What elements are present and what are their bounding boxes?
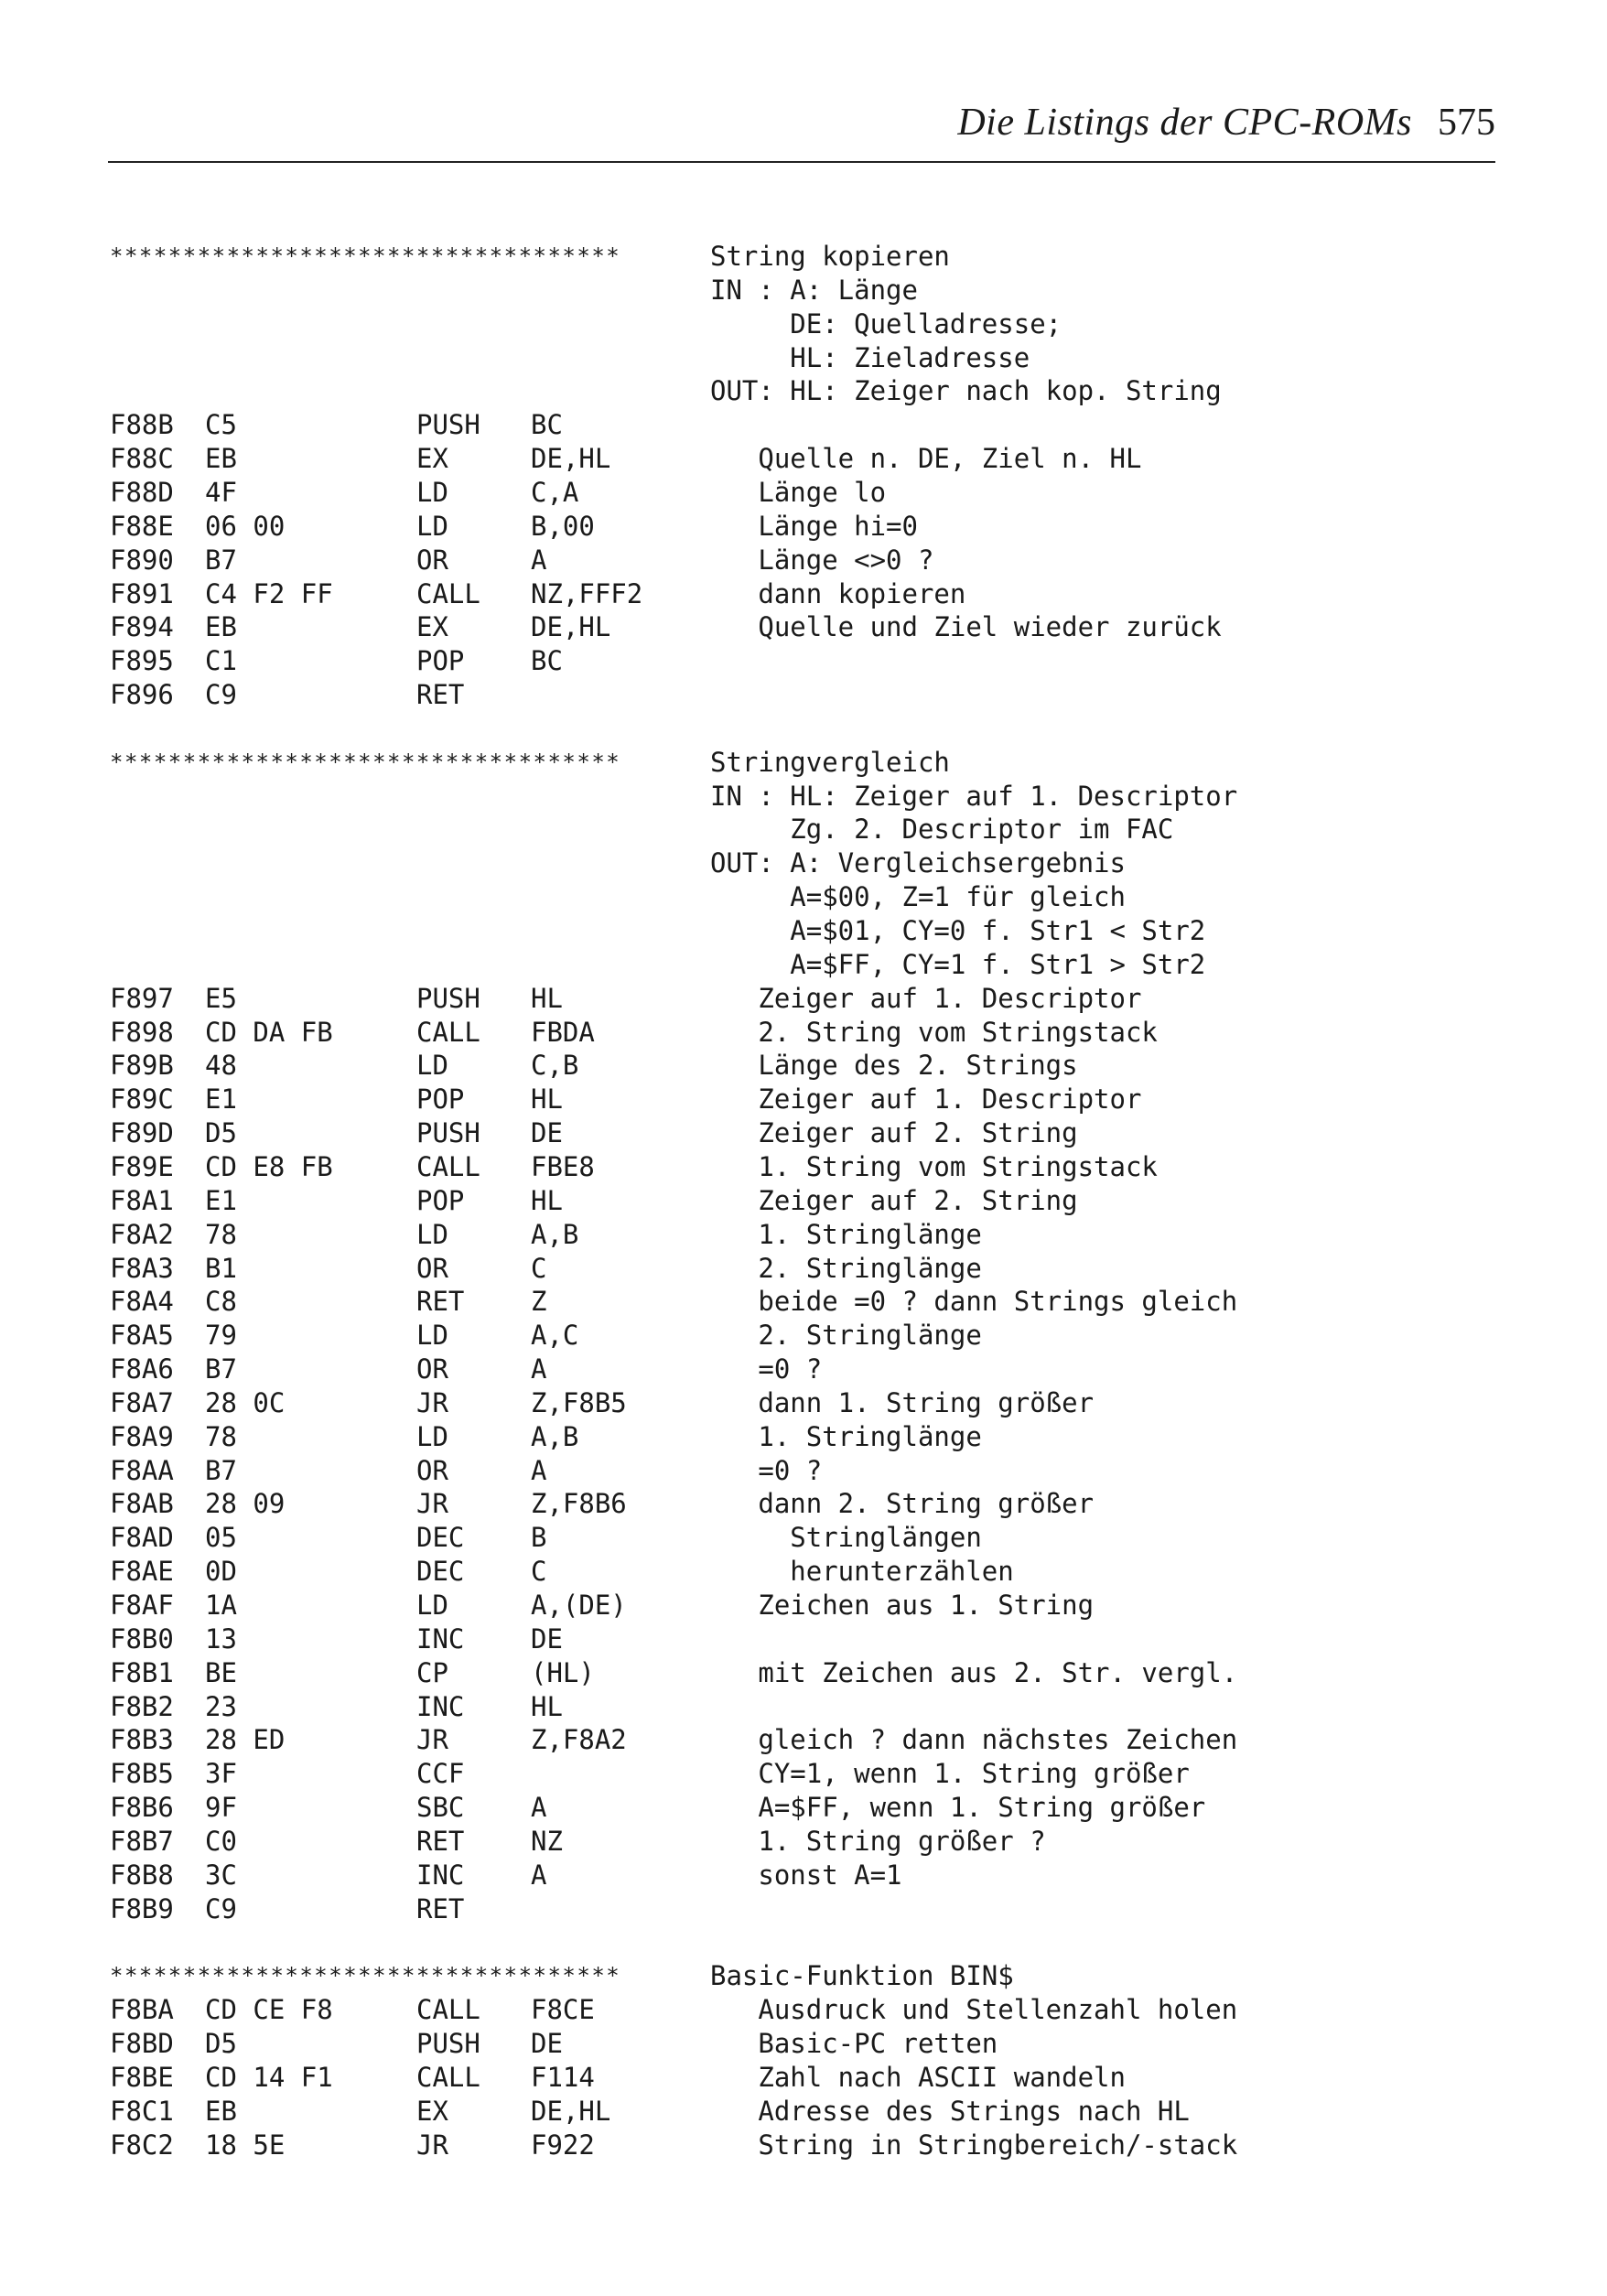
opcode-bytes: BE xyxy=(205,1656,237,1688)
mnemonic: JR xyxy=(416,1724,448,1756)
comment: Zeiger auf 1. Descriptor xyxy=(710,982,1142,1014)
opcode-bytes: 13 xyxy=(205,1622,237,1655)
address: F8B7 xyxy=(110,1825,174,1857)
code-line xyxy=(0,1859,1607,1892)
operand: B,00 xyxy=(531,510,595,542)
mnemonic: OR xyxy=(416,544,448,576)
comment: dann kopieren xyxy=(710,577,966,609)
address: F8B1 xyxy=(110,1656,174,1688)
mnemonic: LD xyxy=(416,1590,448,1621)
operand: A xyxy=(531,1792,547,1824)
opcode-bytes: 9F xyxy=(205,1792,237,1824)
mnemonic: PUSH xyxy=(416,409,480,441)
description-line xyxy=(0,813,1607,846)
code-line xyxy=(0,2061,1607,2095)
opcode-bytes: 1A xyxy=(205,1590,237,1621)
code-line xyxy=(0,1218,1607,1252)
code-line xyxy=(0,1993,1607,2027)
opcode-bytes: B1 xyxy=(205,1252,237,1284)
comment: Zeiger auf 2. String xyxy=(710,1184,1078,1216)
mnemonic: INC xyxy=(416,1622,465,1655)
code-line xyxy=(0,982,1607,1016)
address: F89B xyxy=(110,1050,174,1082)
blank-line xyxy=(0,1926,1607,1960)
code-line xyxy=(0,2129,1607,2162)
separator-asterisks: *********************************** xyxy=(110,1963,621,1989)
mnemonic: DEC xyxy=(416,1556,465,1588)
opcode-bytes: 0D xyxy=(205,1556,237,1588)
opcode-bytes: E5 xyxy=(205,982,237,1014)
mnemonic: CP xyxy=(416,1656,448,1688)
opcode-bytes: C9 xyxy=(205,679,237,711)
address: F8A4 xyxy=(110,1286,174,1318)
comment: Adresse des Strings nach HL xyxy=(710,2095,1190,2127)
mnemonic: JR xyxy=(416,2129,448,2161)
operand: A,B xyxy=(531,1420,579,1452)
mnemonic: LD xyxy=(416,1320,448,1352)
operand: NZ,FFF2 xyxy=(531,577,643,609)
page-header xyxy=(108,101,1495,163)
address: F890 xyxy=(110,544,174,576)
mnemonic: DEC xyxy=(416,1522,465,1554)
operand: DE,HL xyxy=(531,443,611,475)
comment: String in Stringbereich/-stack xyxy=(710,2129,1238,2161)
mnemonic: LD xyxy=(416,1050,448,1082)
mnemonic: PUSH xyxy=(416,1117,480,1149)
code-line xyxy=(0,1690,1607,1724)
code-line xyxy=(0,1353,1607,1386)
opcode-bytes: 06 00 xyxy=(205,510,286,542)
section-title: Basic-Funktion BIN$ xyxy=(710,1960,1014,1992)
operand: Z,F8B5 xyxy=(531,1386,627,1418)
address: F8AE xyxy=(110,1556,174,1588)
mnemonic: RET xyxy=(416,679,465,711)
operand: C,A xyxy=(531,476,579,508)
page-title: Die Listings der CPC-ROMs xyxy=(957,102,1412,144)
opcode-bytes: 28 0C xyxy=(205,1386,286,1418)
code-line xyxy=(0,1791,1607,1825)
mnemonic: OR xyxy=(416,1454,448,1486)
operand: A xyxy=(531,1454,547,1486)
comment: 2. String vom Stringstack xyxy=(710,1016,1158,1048)
mnemonic: RET xyxy=(416,1286,465,1318)
mnemonic: LD xyxy=(416,476,448,508)
mnemonic: EX xyxy=(416,443,448,475)
mnemonic: INC xyxy=(416,1690,465,1722)
mnemonic: OR xyxy=(416,1252,448,1284)
code-line xyxy=(0,610,1607,644)
opcode-bytes: 28 ED xyxy=(205,1724,286,1756)
operand: C,B xyxy=(531,1050,579,1082)
mnemonic: LD xyxy=(416,1420,448,1452)
opcode-bytes: CD E8 FB xyxy=(205,1150,333,1182)
code-line xyxy=(0,678,1607,712)
comment: Länge hi=0 xyxy=(710,510,918,542)
operand: A,C xyxy=(531,1320,579,1352)
opcode-bytes: D5 xyxy=(205,2028,237,2060)
code-line xyxy=(0,1083,1607,1116)
opcode-bytes: CD 14 F1 xyxy=(205,2061,333,2093)
comment: Quelle n. DE, Ziel n. HL xyxy=(710,443,1142,475)
operand: A xyxy=(531,1859,547,1891)
opcode-bytes: EB xyxy=(205,2095,237,2127)
operand: Z,F8B6 xyxy=(531,1488,627,1520)
address: F8AD xyxy=(110,1522,174,1554)
opcode-bytes: C8 xyxy=(205,1286,237,1318)
operand: C xyxy=(531,1252,547,1284)
address: F8AF xyxy=(110,1590,174,1621)
description-line xyxy=(0,374,1607,408)
opcode-bytes: CD CE F8 xyxy=(205,1994,333,2026)
address: F8A5 xyxy=(110,1320,174,1352)
address: F89E xyxy=(110,1150,174,1182)
address: F8B9 xyxy=(110,1892,174,1924)
code-line xyxy=(0,1892,1607,1926)
comment: herunterzählen xyxy=(710,1556,1014,1588)
operand: A xyxy=(531,544,547,576)
code-line xyxy=(0,1454,1607,1488)
mnemonic: LD xyxy=(416,510,448,542)
section-description: A=$01, CY=0 f. Str1 < Str2 xyxy=(710,915,1206,946)
address: F8A3 xyxy=(110,1252,174,1284)
comment: A=$FF, wenn 1. String größer xyxy=(710,1792,1206,1824)
operand: DE xyxy=(531,2028,563,2060)
opcode-bytes: 4F xyxy=(205,476,237,508)
comment: Basic-PC retten xyxy=(710,2028,998,2060)
comment: Länge lo xyxy=(710,476,887,508)
section-header-line xyxy=(0,746,1607,780)
description-line xyxy=(0,846,1607,880)
comment: Länge <>0 ? xyxy=(710,544,934,576)
opcode-bytes: CD DA FB xyxy=(205,1016,333,1048)
address: F88B xyxy=(110,409,174,441)
opcode-bytes: 23 xyxy=(205,1690,237,1722)
code-line xyxy=(0,1150,1607,1184)
address: F8C2 xyxy=(110,2129,174,2161)
mnemonic: INC xyxy=(416,1859,465,1891)
code-line xyxy=(0,2027,1607,2061)
comment: =0 ? xyxy=(710,1454,823,1486)
mnemonic: POP xyxy=(416,1083,465,1116)
comment: 1. String vom Stringstack xyxy=(710,1150,1158,1182)
address: F8B0 xyxy=(110,1622,174,1655)
operand: DE xyxy=(531,1622,563,1655)
comment: Stringlängen xyxy=(710,1522,982,1554)
comment: 1. String größer ? xyxy=(710,1825,1046,1857)
address: F895 xyxy=(110,645,174,677)
mnemonic: CALL xyxy=(416,2061,480,2093)
mnemonic: EX xyxy=(416,2095,448,2127)
address: F898 xyxy=(110,1016,174,1048)
code-line xyxy=(0,1656,1607,1690)
code-line xyxy=(0,1016,1607,1050)
operand: F114 xyxy=(531,2061,595,2093)
address: F8BD xyxy=(110,2028,174,2060)
address: F8A6 xyxy=(110,1353,174,1385)
description-line xyxy=(0,780,1607,814)
code-line xyxy=(0,1555,1607,1589)
section-description: IN : A: Länge xyxy=(710,274,918,306)
opcode-bytes: C5 xyxy=(205,409,237,441)
opcode-bytes: EB xyxy=(205,611,237,643)
comment: beide =0 ? dann Strings gleich xyxy=(710,1286,1238,1318)
code-line xyxy=(0,1487,1607,1521)
code-line xyxy=(0,1285,1607,1319)
comment: CY=1, wenn 1. String größer xyxy=(710,1758,1190,1790)
code-line xyxy=(0,1757,1607,1791)
comment: Zahl nach ASCII wandeln xyxy=(710,2061,1126,2093)
mnemonic: RET xyxy=(416,1892,465,1924)
opcode-bytes: E1 xyxy=(205,1184,237,1216)
comment: Quelle und Ziel wieder zurück xyxy=(710,611,1222,643)
operand: Z,F8A2 xyxy=(531,1724,627,1756)
operand: HL xyxy=(531,1690,563,1722)
code-line xyxy=(0,1521,1607,1555)
opcode-bytes: 05 xyxy=(205,1522,237,1554)
code-line xyxy=(0,1723,1607,1757)
comment: 1. Stringlänge xyxy=(710,1218,982,1250)
separator-asterisks: *********************************** xyxy=(110,749,621,775)
address: F891 xyxy=(110,577,174,609)
mnemonic: OR xyxy=(416,1353,448,1385)
operand: A xyxy=(531,1353,547,1385)
section-description: Zg. 2. Descriptor im FAC xyxy=(710,814,1174,846)
address: F8AA xyxy=(110,1454,174,1486)
address: F8B5 xyxy=(110,1758,174,1790)
description-line xyxy=(0,307,1607,341)
operand: B xyxy=(531,1522,547,1554)
section-description: OUT: HL: Zeiger nach kop. String xyxy=(710,375,1222,407)
address: F8BE xyxy=(110,2061,174,2093)
section-description: IN : HL: Zeiger auf 1. Descriptor xyxy=(710,780,1238,812)
address: F894 xyxy=(110,611,174,643)
code-line xyxy=(0,1252,1607,1286)
code-line xyxy=(0,442,1607,476)
comment: Ausdruck und Stellenzahl holen xyxy=(710,1994,1238,2026)
description-line xyxy=(0,948,1607,982)
opcode-bytes: 3F xyxy=(205,1758,237,1790)
mnemonic: SBC xyxy=(416,1792,465,1824)
operand: HL xyxy=(531,982,563,1014)
code-line xyxy=(0,1386,1607,1420)
separator-asterisks: *********************************** xyxy=(110,243,621,269)
opcode-bytes: B7 xyxy=(205,1353,237,1385)
address: F88D xyxy=(110,476,174,508)
mnemonic: CALL xyxy=(416,1150,480,1182)
opcode-bytes: B7 xyxy=(205,1454,237,1486)
address: F8C1 xyxy=(110,2095,174,2127)
opcode-bytes: E1 xyxy=(205,1083,237,1116)
comment: mit Zeichen aus 2. Str. vergl. xyxy=(710,1656,1238,1688)
opcode-bytes: 48 xyxy=(205,1050,237,1082)
address: F89D xyxy=(110,1117,174,1149)
operand: DE,HL xyxy=(531,2095,611,2127)
code-line xyxy=(0,1184,1607,1218)
opcode-bytes: C4 F2 FF xyxy=(205,577,333,609)
operand: A,(DE) xyxy=(531,1590,627,1621)
code-line xyxy=(0,577,1607,611)
operand: F8CE xyxy=(531,1994,595,2026)
code-line xyxy=(0,1420,1607,1454)
comment: 2. Stringlänge xyxy=(710,1320,982,1352)
code-line xyxy=(0,644,1607,678)
address: F8B2 xyxy=(110,1690,174,1722)
comment: Zeichen aus 1. String xyxy=(710,1590,1095,1621)
address: F8AB xyxy=(110,1488,174,1520)
section-header-line xyxy=(0,240,1607,274)
comment: dann 1. String größer xyxy=(710,1386,1095,1418)
operand: FBDA xyxy=(531,1016,595,1048)
operand: Z xyxy=(531,1286,547,1318)
section-description: OUT: A: Vergleichsergebnis xyxy=(710,847,1126,879)
comment: Zeiger auf 1. Descriptor xyxy=(710,1083,1142,1116)
blank-line xyxy=(0,712,1607,746)
mnemonic: RET xyxy=(416,1825,465,1857)
mnemonic: LD xyxy=(416,1218,448,1250)
page-number: 575 xyxy=(1438,102,1495,144)
mnemonic: PUSH xyxy=(416,2028,480,2060)
code-line xyxy=(0,1319,1607,1353)
opcode-bytes: B7 xyxy=(205,544,237,576)
address: F8B3 xyxy=(110,1724,174,1756)
operand: BC xyxy=(531,645,563,677)
code-line xyxy=(0,1116,1607,1150)
address: F8A7 xyxy=(110,1386,174,1418)
operand: (HL) xyxy=(531,1656,595,1688)
code-line xyxy=(0,1622,1607,1656)
comment: 1. Stringlänge xyxy=(710,1420,982,1452)
section-description: A=$00, Z=1 für gleich xyxy=(710,881,1126,913)
mnemonic: CCF xyxy=(416,1758,465,1790)
code-line xyxy=(0,510,1607,544)
section-title: String kopieren xyxy=(710,241,950,272)
operand: BC xyxy=(531,409,563,441)
comment: Länge des 2. Strings xyxy=(710,1050,1078,1082)
code-line xyxy=(0,476,1607,510)
operand: F922 xyxy=(531,2129,595,2161)
opcode-bytes: EB xyxy=(205,443,237,475)
code-line xyxy=(0,1825,1607,1859)
address: F896 xyxy=(110,679,174,711)
address: F8B6 xyxy=(110,1792,174,1824)
comment: sonst A=1 xyxy=(710,1859,902,1891)
mnemonic: POP xyxy=(416,645,465,677)
comment: Zeiger auf 2. String xyxy=(710,1117,1078,1149)
mnemonic: CALL xyxy=(416,577,480,609)
mnemonic: CALL xyxy=(416,1994,480,2026)
address: F8A1 xyxy=(110,1184,174,1216)
description-line xyxy=(0,341,1607,375)
section-description: DE: Quelladresse; xyxy=(710,307,1062,340)
opcode-bytes: 18 5E xyxy=(205,2129,286,2161)
comment: dann 2. String größer xyxy=(710,1488,1095,1520)
opcode-bytes: 78 xyxy=(205,1420,237,1452)
mnemonic: EX xyxy=(416,611,448,643)
code-line xyxy=(0,408,1607,442)
code-line xyxy=(0,1589,1607,1622)
opcode-bytes: 78 xyxy=(205,1218,237,1250)
description-line xyxy=(0,274,1607,307)
mnemonic: CALL xyxy=(416,1016,480,1048)
operand: FBE8 xyxy=(531,1150,595,1182)
address: F897 xyxy=(110,982,174,1014)
description-line xyxy=(0,880,1607,914)
code-line xyxy=(0,2095,1607,2129)
opcode-bytes: C9 xyxy=(205,1892,237,1924)
section-header-line xyxy=(0,1959,1607,1993)
mnemonic: POP xyxy=(416,1184,465,1216)
address: F88E xyxy=(110,510,174,542)
operand: DE xyxy=(531,1117,563,1149)
address: F8A9 xyxy=(110,1420,174,1452)
mnemonic: JR xyxy=(416,1488,448,1520)
address: F8A2 xyxy=(110,1218,174,1250)
opcode-bytes: C1 xyxy=(205,645,237,677)
operand: HL xyxy=(531,1083,563,1116)
operand: NZ xyxy=(531,1825,563,1857)
mnemonic: PUSH xyxy=(416,982,480,1014)
operand: HL xyxy=(531,1184,563,1216)
operand: C xyxy=(531,1556,547,1588)
address: F88C xyxy=(110,443,174,475)
opcode-bytes: 28 09 xyxy=(205,1488,286,1520)
section-title: Stringvergleich xyxy=(710,746,950,778)
opcode-bytes: C0 xyxy=(205,1825,237,1857)
description-line xyxy=(0,914,1607,948)
section-description: A=$FF, CY=1 f. Str1 > Str2 xyxy=(710,948,1206,980)
section-description: HL: Zieladresse xyxy=(710,341,1030,373)
operand: DE,HL xyxy=(531,611,611,643)
opcode-bytes: D5 xyxy=(205,1117,237,1149)
comment: 2. Stringlänge xyxy=(710,1252,982,1284)
mnemonic: JR xyxy=(416,1386,448,1418)
address: F8BA xyxy=(110,1994,174,2026)
address: F8B8 xyxy=(110,1859,174,1891)
operand: A,B xyxy=(531,1218,579,1250)
opcode-bytes: 79 xyxy=(205,1320,237,1352)
address: F89C xyxy=(110,1083,174,1116)
comment: gleich ? dann nächstes Zeichen xyxy=(710,1724,1238,1756)
comment: =0 ? xyxy=(710,1353,823,1385)
code-line xyxy=(0,1049,1607,1083)
opcode-bytes: 3C xyxy=(205,1859,237,1891)
code-line xyxy=(0,544,1607,577)
